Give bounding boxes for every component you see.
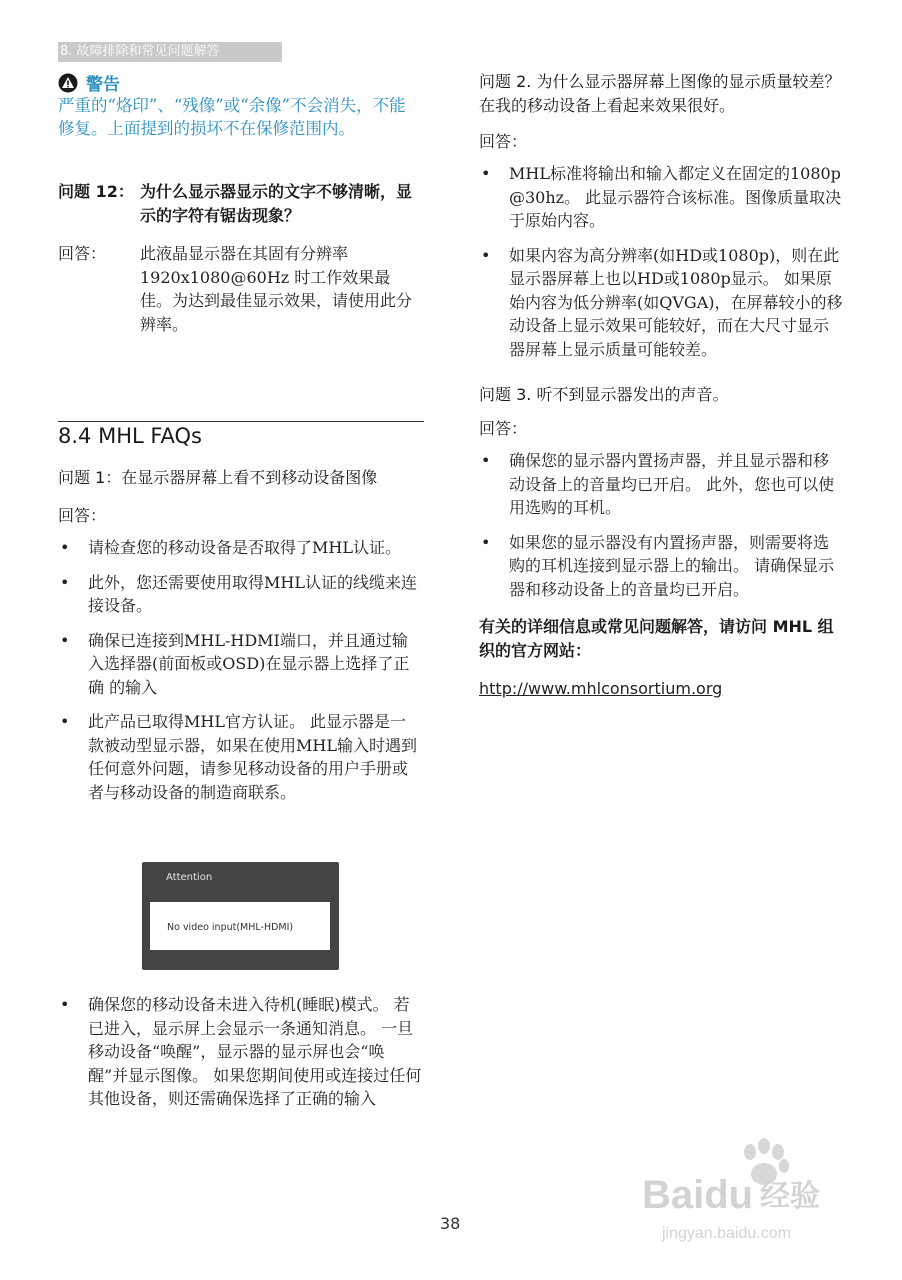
page-number: 38: [440, 1214, 461, 1233]
osd-title: Attention: [166, 872, 213, 883]
q1-question: 问题 1：在显示器屏幕上看不到移动设备图像: [58, 468, 378, 487]
section-heading: 8.4 MHL FAQs: [58, 424, 202, 448]
osd-message-box: [150, 902, 330, 950]
q12-block: [58, 180, 418, 336]
q3-answer-label: 回答：: [479, 419, 528, 438]
q12-label: 问题 12：: [58, 182, 134, 201]
osd-message-screenshot: [142, 862, 339, 970]
list-item: • 此产品已取得MHL官方认证。 此显示器是一款被动型显示器，如果在使用MHL输入时遇到任何意外问题，请参见移动设备的用户手册或者与移动设备的制造商联系。: [60, 712, 417, 802]
q1-answer-label: 回答：: [58, 506, 107, 525]
watermark-cn: 经验: [760, 1179, 820, 1214]
section-tab: 8. 故障排除和常见问题解答: [58, 42, 282, 62]
q1-bullets: [58, 536, 420, 804]
q3-question: 问题 3. 听不到显示器发出的声音。: [479, 385, 729, 404]
watermark-url: jingyan.baidu.com: [662, 1225, 791, 1242]
list-item: • 确保您的移动设备未进入待机(睡眠)模式。 若已进入，显示屏上会显示一条通知消息。 一旦移动设备“唤醒”，显示器的显示屏也会“唤醒”并显示图像。 如果您期间使用或连接过任何其他设备，则还需确保选择了正确的输入: [60, 995, 422, 1108]
list-item: • 确保您的显示器内置扬声器，并且显示器和移动设备上的音量均已开启。 此外，您也可以使用选购的耳机。: [481, 451, 835, 517]
warning-title-text: 警告: [86, 75, 120, 95]
q2-question: 问题 2. 为什么显示器屏幕上图像的显示质量较差？ 在我的移动设备上看起来效果很好。: [479, 72, 841, 115]
baidu-jingyan-watermark: [632, 1130, 862, 1250]
warning-icon: [58, 73, 78, 93]
q1-block: [58, 466, 420, 815]
more-info-text: 有关的详细信息或常见问题解答，请访问 MHL 组织的官方网站：: [479, 617, 834, 660]
q12-answer: [58, 242, 418, 336]
q2-answer-label: 回答：: [479, 132, 528, 151]
q12-question: [58, 180, 418, 228]
q2-bullets: [479, 162, 843, 361]
q12-answer-label: 回答：: [58, 244, 107, 263]
list-item: • 确保已连接到MHL-HDMI端口，并且通过输入选择器(前面板或OSD)在显示器上选择了正确 的输入: [60, 630, 410, 697]
osd-message: No video input(MHL-HDMI): [167, 922, 294, 933]
right-column: [479, 70, 843, 698]
q12-answer-text: 此液晶显示器在其固有分辨率1920x1080@60Hz 时工作效果最佳。为达到最佳显示效果，请使用此分辨率。: [140, 244, 413, 334]
mhl-website-link[interactable]: http://www.mhlconsortium.org: [479, 679, 723, 698]
q1-extra-block: [58, 993, 422, 1122]
list-item: • 此外，您还需要使用取得MHL认证的线缆来连接设备。: [60, 572, 417, 615]
list-item: • MHL标准将输出和输入都定义在固定的1080p @30hz。 此显示器符合该标准。图像质量取决于原始内容。: [481, 164, 842, 230]
watermark-brand: Baidu: [642, 1173, 754, 1217]
warning-title: [58, 70, 120, 95]
warning-text: 严重的“烙印”、“残像”或“余像”不会消失，不能修复。上面提到的损坏不在保修范围内。: [58, 96, 406, 138]
list-item: • 请检查您的移动设备是否取得了MHL认证。: [60, 538, 401, 557]
q1-extra-bullets: [58, 993, 422, 1111]
list-item: • 如果内容为高分辨率(如HD或1080p)，则在此显示器屏幕上也以HD或1080p显示。 如果原始内容为低分辨率(如QVGA)，在屏幕较小的移动设备上显示效果可能较好，而在大尺寸显示器屏幕上显示质量可能较差。: [481, 245, 843, 359]
section-rule: [58, 421, 424, 422]
q3-bullets: [479, 449, 843, 601]
list-item: • 如果您的显示器没有内置扬声器，则需要将选购的耳机连接到显示器上的输出。 请确保显示器和移动设备上的音量均已开启。: [481, 532, 835, 599]
q12-question-text: 为什么显示器显示的文字不够清晰，显示的字符有锯齿现象？: [140, 182, 413, 225]
